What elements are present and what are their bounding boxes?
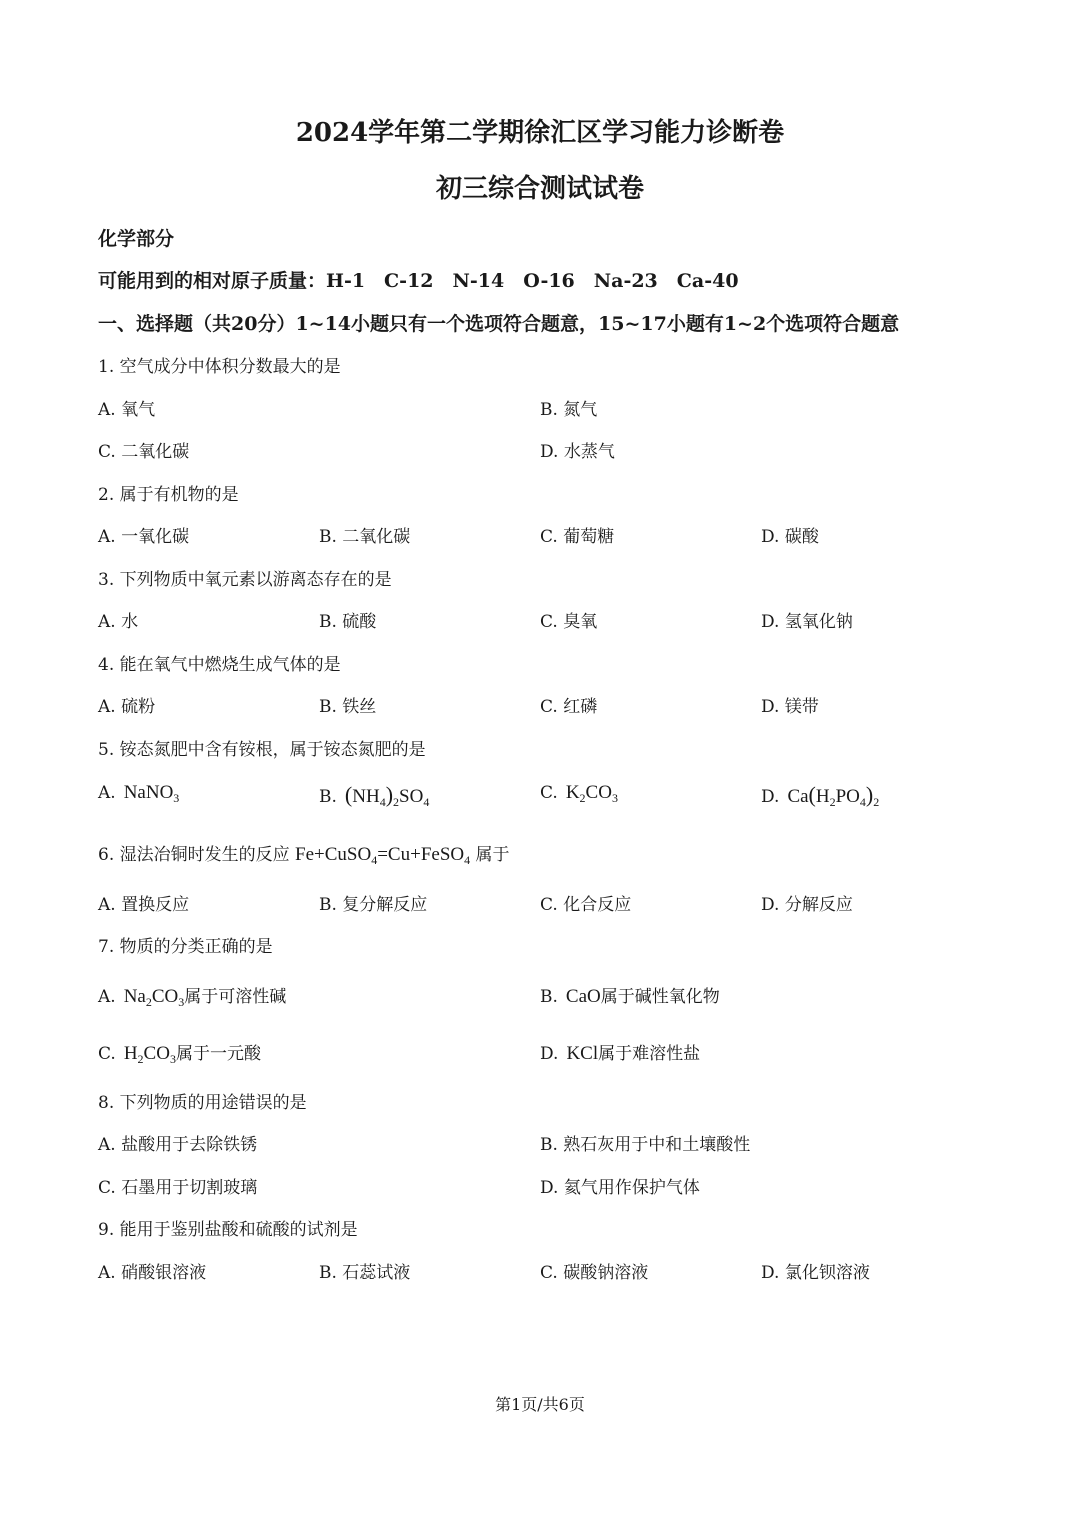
q6-stem-prefix: 6. 湿法冶铜时发生的反应	[98, 845, 290, 865]
q9-option-a: A. 硝酸银溶液	[98, 1263, 207, 1283]
q1-option-b: B. 氮气	[540, 400, 598, 420]
q4-option-b: B. 铁丝	[319, 697, 377, 717]
q8-option-d: D. 氦气用作保护气体	[540, 1178, 700, 1198]
q2-option-c: C. 葡萄糖	[540, 527, 615, 547]
formula-reaction: Fe+CuSO$_4$=Cu+FeSO$_4$	[295, 844, 471, 867]
q8-option-c: C. 石墨用于切割玻璃	[98, 1178, 258, 1198]
q5-option-b	[319, 782, 429, 808]
q7-option-a-text: 属于可溶性碱	[184, 987, 287, 1007]
atomic-masses: 可能用到的相对原子质量：H-1 C-12 N-14 O-16 Na-23 Ca-40	[98, 270, 739, 292]
q5-option-b-label: B.	[319, 787, 337, 807]
question-7-stem: 7. 物质的分类正确的是	[98, 937, 273, 957]
q7-option-a	[98, 982, 286, 1008]
q5-option-c-label: C.	[540, 783, 558, 803]
question-9-stem: 9. 能用于鉴别盐酸和硫酸的试剂是	[98, 1220, 358, 1240]
q4-option-d: D. 镁带	[761, 697, 819, 717]
exam-subtitle: 初三综合测试试卷	[435, 174, 644, 204]
q6-stem-suffix: 属于	[475, 845, 510, 865]
q3-option-b: B. 硫酸	[319, 612, 377, 632]
q3-option-c: C. 臭氧	[540, 612, 598, 632]
q6-option-a: A. 置换反应	[98, 895, 190, 915]
formula-nh4-2so4: $(NH_4)_2SO_4$	[344, 782, 430, 809]
q5-option-a	[98, 782, 179, 804]
question-5-stem: 5. 铵态氮肥中含有铵根，属于铵态氮肥的是	[98, 740, 426, 760]
q7-option-b-label: B.	[540, 987, 558, 1007]
section-name: 化学部分	[98, 228, 175, 250]
question-2-stem: 2. 属于有机物的是	[98, 485, 239, 505]
exam-title: 2024学年第二学期徐汇区学习能力诊断卷	[295, 118, 785, 148]
q9-option-d: D. 氯化钡溶液	[761, 1263, 870, 1283]
q2-option-a: A. 一氧化碳	[98, 527, 190, 547]
q1-option-c: C. 二氧化碳	[98, 442, 190, 462]
q7-option-c-label: C.	[98, 1044, 116, 1064]
q7-option-c-text: 属于一元酸	[175, 1044, 261, 1064]
q7-option-d	[540, 1039, 700, 1065]
q7-option-d-label: D.	[540, 1044, 559, 1064]
q7-option-b-text: 属于碱性氧化物	[600, 987, 720, 1007]
page-number: 第1页/共6页	[495, 1395, 585, 1414]
q6-option-d: D. 分解反应	[761, 895, 853, 915]
formula-h2co3: $H_2CO_3$	[123, 1043, 176, 1066]
q2-option-b: B. 二氧化碳	[319, 527, 411, 547]
q1-option-d: D. 水蒸气	[540, 442, 615, 462]
q7-option-d-text: 属于难溶性盐	[598, 1044, 701, 1064]
q2-option-d: D. 碳酸	[761, 527, 819, 547]
formula-cao: CaO	[565, 986, 601, 1007]
q1-option-a: A. 氧气	[98, 400, 156, 420]
q5-option-a-label: A.	[98, 783, 116, 803]
q7-option-a-label: A.	[98, 987, 116, 1007]
q7-option-b	[540, 982, 720, 1008]
q5-option-d	[761, 782, 879, 808]
q9-option-c: C. 碳酸钠溶液	[540, 1263, 649, 1283]
question-4-stem: 4. 能在氧气中燃烧生成气体的是	[98, 655, 341, 675]
formula-nano3: NaNO$_3$	[123, 782, 180, 805]
q3-option-d: D. 氢氧化钠	[761, 612, 853, 632]
q9-option-b: B. 石蕊试液	[319, 1263, 411, 1283]
q8-option-a: A. 盐酸用于去除铁锈	[98, 1135, 258, 1155]
q5-option-d-label: D.	[761, 787, 780, 807]
formula-na2co3: $Na_2CO_3$	[123, 986, 185, 1009]
q6-option-c: C. 化合反应	[540, 895, 632, 915]
q4-option-a: A. 硫粉	[98, 697, 156, 717]
question-6-stem	[98, 840, 510, 866]
formula-ca-h2po4-2: $Ca(H_2PO_4)_2$	[787, 782, 880, 809]
question-1-stem: 1. 空气成分中体积分数最大的是	[98, 357, 341, 377]
q8-option-b: B. 熟石灰用于中和土壤酸性	[540, 1135, 751, 1155]
part1-heading: 一、选择题（共20分）1~14小题只有一个选项符合题意，15~17小题有1~2个选项符合题意	[98, 313, 900, 335]
formula-k2co3: $K_2CO_3$	[565, 782, 618, 805]
q6-option-b: B. 复分解反应	[319, 895, 428, 915]
question-3-stem: 3. 下列物质中氧元素以游离态存在的是	[98, 570, 392, 590]
q7-option-c	[98, 1039, 261, 1065]
question-8-stem: 8. 下列物质的用途错误的是	[98, 1093, 307, 1113]
q4-option-c: C. 红磷	[540, 697, 598, 717]
q5-option-c	[540, 782, 618, 804]
formula-kcl: KCl	[566, 1043, 599, 1064]
q3-option-a: A. 水	[98, 612, 139, 632]
